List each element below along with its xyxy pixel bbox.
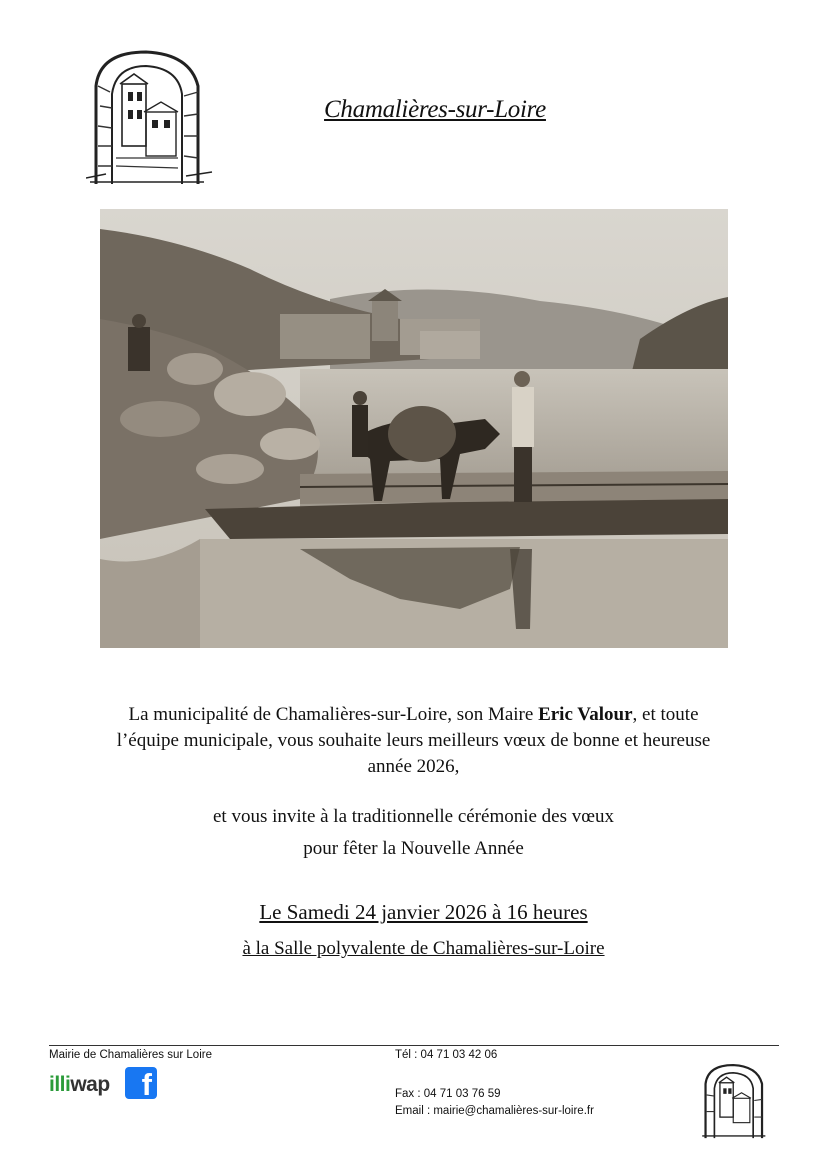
footer-tel: Tél : 04 71 03 42 06 <box>395 1049 498 1061</box>
river-ferry-photo-icon <box>100 209 728 648</box>
event-venue: à la Salle polyvalente de Chamalières-sur-Loire <box>242 938 605 959</box>
footer-fax: Fax : 04 71 03 76 59 <box>395 1088 501 1100</box>
footer-email[interactable]: Email : mairie@chamalières-sur-loire.fr <box>395 1105 594 1117</box>
invitation-line4: et vous invite à la traditionnelle cérémonie des vœux <box>213 806 614 827</box>
facebook-letter: f <box>141 1067 152 1102</box>
invitation-line5: pour fêter la Nouvelle Année <box>303 838 524 859</box>
event-date: Le Samedi 24 janvier 2026 à 16 heures <box>259 900 588 924</box>
footer-org: Mairie de Chamalières sur Loire <box>49 1049 212 1061</box>
illiwap-brand-part2: wap <box>70 1073 110 1096</box>
mayor-name: Eric Valour <box>538 704 633 725</box>
ferry-photo <box>100 209 728 648</box>
invitation-line1-start: La municipalité de Chamalières-sur-Loire, son Maire <box>128 704 539 725</box>
page-title: Chamalières-sur-Loire <box>324 96 546 123</box>
invitation-ceremony <box>50 801 777 865</box>
village-arch-small-logo-icon <box>700 1058 772 1143</box>
illiwap-brand-part1: illi <box>49 1073 71 1096</box>
village-arch-logo-icon <box>86 46 216 186</box>
footer-divider <box>49 1045 779 1046</box>
invitation-line1-end: , et toute <box>632 704 699 725</box>
invitation-paragraph <box>50 702 777 780</box>
invitation-line2: l’équipe municipale, vous souhaite leurs meilleurs vœux de bonne et heureuse <box>116 730 711 751</box>
invitation-line3: année 2026, <box>367 756 460 777</box>
facebook-icon[interactable] <box>125 1067 157 1102</box>
illiwap-icon[interactable] <box>49 1070 110 1100</box>
